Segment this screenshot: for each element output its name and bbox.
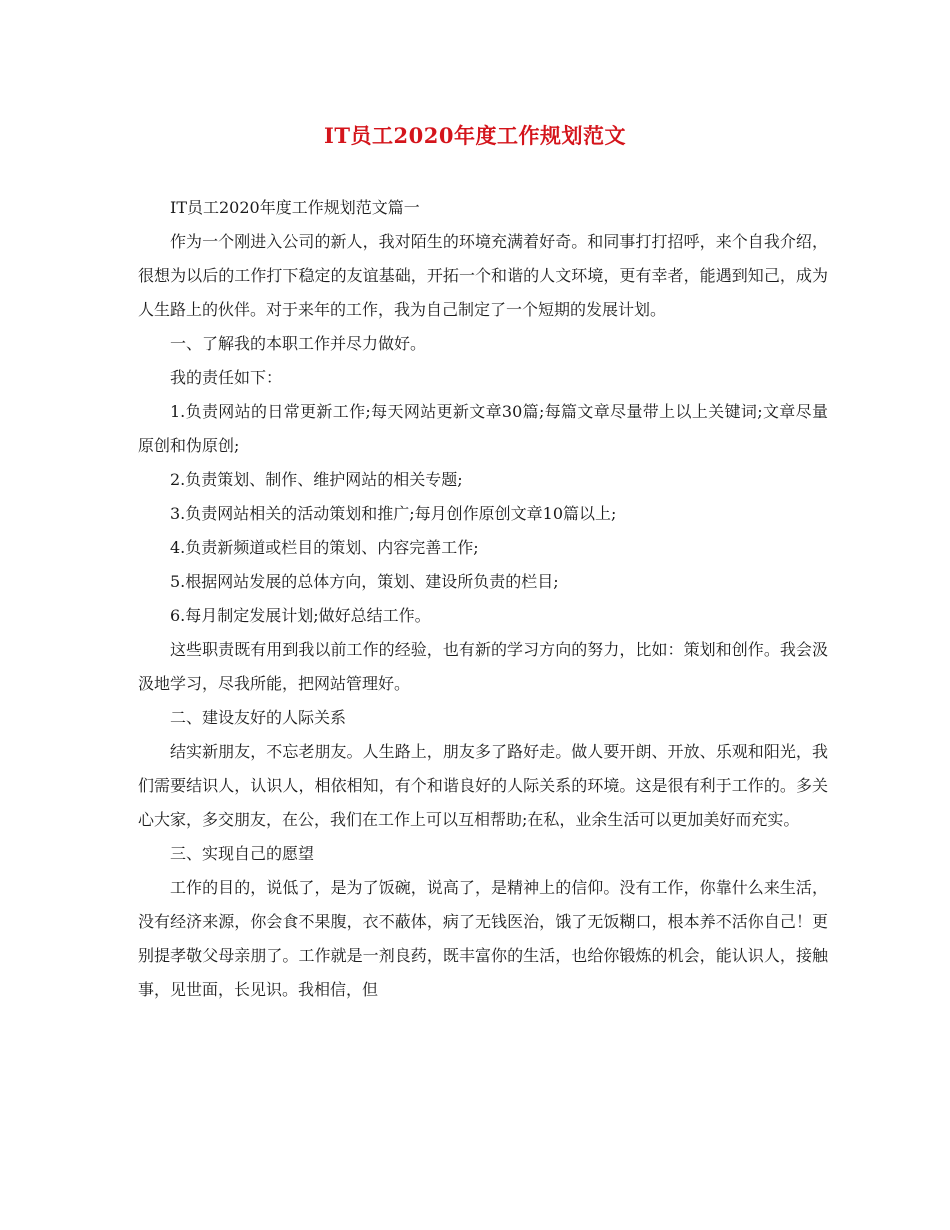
paragraph: 作为一个刚进入公司的新人，我对陌生的环境充满着好奇。和同事打打招呼，来个自我介绍，很想为以后的工作打下稳定的友谊基础，开拓一个和谐的人文环境，更有幸者，能遇到知己，成为人生路上的伙伴。对于来年的工作，我为自己制定了一个短期的发展计划。 xyxy=(138,232,828,319)
list-item: 4.负责新频道或栏目的策划、内容完善工作; xyxy=(170,538,479,557)
list-item: 1.负责网站的日常更新工作;每天网站更新文章30篇;每篇文章尽量带上以上关键词;文章尽量原创和伪原创; xyxy=(138,402,828,455)
paragraph: 工作的目的，说低了，是为了饭碗，说高了，是精神上的信仰。没有工作，你靠什么来生活，没有经济来源，你会食不果腹，衣不蔽体，病了无钱医治，饿了无饭糊口，根本养不活你自己！更别提孝敬父母亲朋了。工作就是一剂良药，既丰富你的生活，也给你锻炼的机会，能认识人，接触事，见世面，长见识。我相信，但 xyxy=(138,878,828,999)
section-heading: 一、了解我的本职工作并尽力做好。 xyxy=(170,334,427,353)
paragraph: 我的责任如下： xyxy=(170,368,283,387)
list-item: 3.负责网站相关的活动策划和推广;每月创作原创文章10篇以上; xyxy=(170,504,617,523)
section-heading: 三、实现自己的愿望 xyxy=(170,844,315,863)
section-heading: IT员工2020年度工作规划范文篇一 xyxy=(170,198,420,217)
paragraph: 这些职责既有用到我以前工作的经验，也有新的学习方向的努力，比如：策划和创作。我会汲汲地学习，尽我所能，把网站管理好。 xyxy=(138,640,828,693)
list-item: 5.根据网站发展的总体方向，策划、建设所负责的栏目; xyxy=(170,572,559,591)
list-item: 6.每月制定发展计划;做好总结工作。 xyxy=(170,606,431,625)
list-item: 2.负责策划、制作、维护网站的相关专题; xyxy=(170,470,463,489)
section-heading: 二、建设友好的人际关系 xyxy=(170,708,347,727)
document-body xyxy=(138,191,828,1007)
document-title: IT员工2020年度工作规划范文 xyxy=(324,123,626,148)
paragraph: 结实新朋友，不忘老朋友。人生路上，朋友多了路好走。做人要开朗、开放、乐观和阳光，我们需要结识人，认识人，相依相知，有个和谐良好的人际关系的环境。这是很有利于工作的。多关心大家，多交朋友，在公，我们在工作上可以互相帮助;在私，业余生活可以更加美好而充实。 xyxy=(138,742,828,829)
